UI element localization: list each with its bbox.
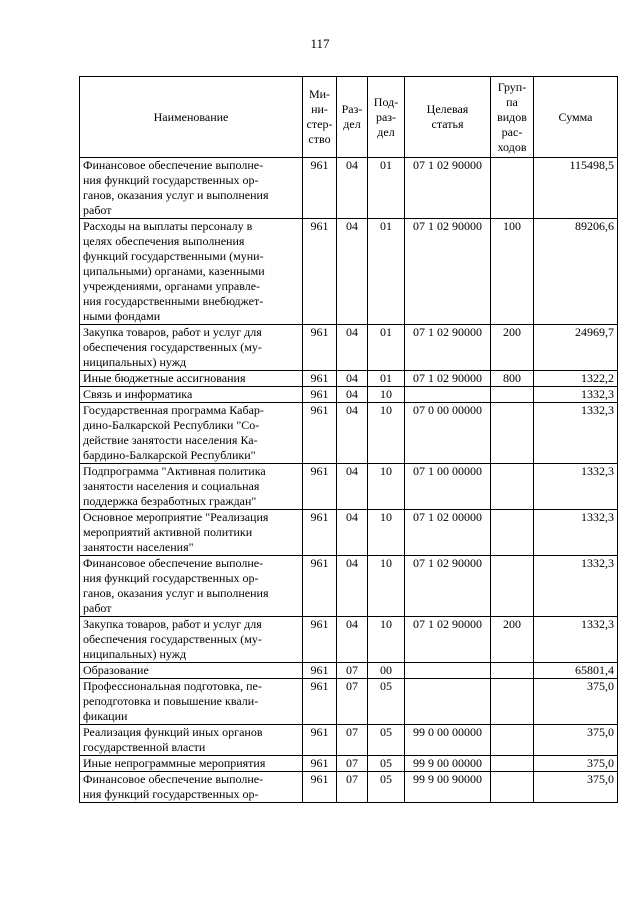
cell-ministry: 961 (303, 371, 337, 387)
cell-name: Государственная программа Кабар- дино-Балкарской Республики "Со- действие занятости населения Ка- бардино-Балкарской Республики" (80, 403, 303, 464)
cell-sum: 1322,2 (534, 371, 618, 387)
page-number: 117 (310, 36, 330, 51)
cell-name: Иные непрограммные мероприятия (80, 756, 303, 772)
cell-name: Связь и информатика (80, 387, 303, 403)
table-row (80, 725, 618, 756)
cell-ministry: 961 (303, 772, 337, 803)
table-row (80, 679, 618, 725)
cell-group (491, 772, 534, 803)
cell-subsection: 10 (368, 464, 405, 510)
cell-name: Основное мероприятие "Реализация мероприятий активной политики занятости населения" (80, 510, 303, 556)
cell-group (491, 556, 534, 617)
cell-ministry: 961 (303, 158, 337, 219)
cell-sum: 1332,3 (534, 387, 618, 403)
cell-section: 04 (337, 371, 368, 387)
cell-section: 04 (337, 403, 368, 464)
cell-group (491, 464, 534, 510)
cell-sum: 375,0 (534, 725, 618, 756)
cell-name: Профессиональная подготовка, пе- реподготовка и повышение квали- фикации (80, 679, 303, 725)
cell-sum: 375,0 (534, 756, 618, 772)
cell-group: 200 (491, 617, 534, 663)
cell-subsection: 00 (368, 663, 405, 679)
table-row (80, 464, 618, 510)
table-row (80, 325, 618, 371)
cell-name: Финансовое обеспечение выполне- ния функций государственных ор- ганов, оказания услуг и выполнения работ (80, 158, 303, 219)
table-header-row (80, 77, 618, 158)
cell-group: 100 (491, 219, 534, 325)
cell-target: 99 9 00 00000 (405, 756, 491, 772)
table-row (80, 756, 618, 772)
cell-name: Финансовое обеспечение выполне- ния функций государственных ор- ганов, оказания услуг и выполнения работ (80, 556, 303, 617)
cell-section: 07 (337, 679, 368, 725)
cell-group (491, 663, 534, 679)
cell-group (491, 403, 534, 464)
cell-sum: 1332,3 (534, 510, 618, 556)
cell-name: Иные бюджетные ассигнования (80, 371, 303, 387)
cell-target: 07 0 00 00000 (405, 403, 491, 464)
cell-section: 04 (337, 387, 368, 403)
cell-section: 04 (337, 464, 368, 510)
cell-ministry: 961 (303, 219, 337, 325)
cell-subsection: 10 (368, 403, 405, 464)
cell-group (491, 387, 534, 403)
cell-section: 07 (337, 725, 368, 756)
header-target: Целевая статья (405, 77, 491, 158)
cell-ministry: 961 (303, 464, 337, 510)
table-row (80, 403, 618, 464)
table-row (80, 663, 618, 679)
header-ministry: Ми- ни- стер- ство (303, 77, 337, 158)
cell-subsection: 10 (368, 556, 405, 617)
cell-name: Закупка товаров, работ и услуг для обеспечения государственных (му- ниципальных) нужд (80, 617, 303, 663)
table-body (80, 158, 618, 803)
cell-target (405, 679, 491, 725)
cell-target: 07 1 02 90000 (405, 158, 491, 219)
cell-group: 200 (491, 325, 534, 371)
cell-sum: 1332,3 (534, 556, 618, 617)
cell-target: 07 1 02 90000 (405, 219, 491, 325)
cell-target: 07 1 02 90000 (405, 617, 491, 663)
cell-name: Подпрограмма "Активная политика занятости населения и социальная поддержка безработных граждан" (80, 464, 303, 510)
cell-sum: 24969,7 (534, 325, 618, 371)
cell-subsection: 01 (368, 325, 405, 371)
header-section: Раз- дел (337, 77, 368, 158)
cell-ministry: 961 (303, 387, 337, 403)
table-row (80, 556, 618, 617)
cell-sum: 1332,3 (534, 403, 618, 464)
cell-group (491, 756, 534, 772)
cell-subsection: 05 (368, 772, 405, 803)
cell-target (405, 387, 491, 403)
cell-target: 99 0 00 00000 (405, 725, 491, 756)
cell-target (405, 663, 491, 679)
cell-subsection: 10 (368, 510, 405, 556)
budget-table (79, 76, 618, 803)
cell-ministry: 961 (303, 510, 337, 556)
cell-target: 07 1 00 00000 (405, 464, 491, 510)
cell-sum: 115498,5 (534, 158, 618, 219)
cell-group (491, 510, 534, 556)
cell-subsection: 05 (368, 756, 405, 772)
cell-name: Расходы на выплаты персоналу в целях обеспечения выполнения функций государственными (муни- ципальными) органами, казенными учреждениями, органами управле- ния государственными внебюджет- ными фондами (80, 219, 303, 325)
cell-name: Реализация функций иных органов государственной власти (80, 725, 303, 756)
cell-ministry: 961 (303, 679, 337, 725)
cell-section: 04 (337, 617, 368, 663)
table-row (80, 387, 618, 403)
cell-subsection: 05 (368, 725, 405, 756)
cell-group: 800 (491, 371, 534, 387)
cell-section: 04 (337, 510, 368, 556)
cell-ministry: 961 (303, 325, 337, 371)
cell-sum: 1332,3 (534, 617, 618, 663)
cell-sum: 375,0 (534, 772, 618, 803)
cell-name: Финансовое обеспечение выполне- ния функций государственных ор- (80, 772, 303, 803)
cell-group (491, 725, 534, 756)
cell-target: 07 1 02 90000 (405, 325, 491, 371)
table-row (80, 617, 618, 663)
table-row (80, 510, 618, 556)
cell-section: 04 (337, 219, 368, 325)
table-row (80, 158, 618, 219)
cell-subsection: 10 (368, 387, 405, 403)
cell-sum: 375,0 (534, 679, 618, 725)
cell-section: 04 (337, 325, 368, 371)
cell-sum: 89206,6 (534, 219, 618, 325)
cell-section: 07 (337, 756, 368, 772)
cell-section: 04 (337, 158, 368, 219)
cell-target: 99 9 00 90000 (405, 772, 491, 803)
header-name: Наименование (80, 77, 303, 158)
cell-subsection: 10 (368, 617, 405, 663)
cell-subsection: 01 (368, 219, 405, 325)
cell-subsection: 01 (368, 371, 405, 387)
header-subsection: Под- раз- дел (368, 77, 405, 158)
cell-ministry: 961 (303, 403, 337, 464)
cell-ministry: 961 (303, 725, 337, 756)
cell-ministry: 961 (303, 617, 337, 663)
cell-target: 07 1 02 90000 (405, 556, 491, 617)
cell-sum: 1332,3 (534, 464, 618, 510)
table-row (80, 772, 618, 803)
cell-target: 07 1 02 00000 (405, 510, 491, 556)
cell-subsection: 05 (368, 679, 405, 725)
cell-ministry: 961 (303, 556, 337, 617)
cell-name: Образование (80, 663, 303, 679)
table-row (80, 371, 618, 387)
cell-name: Закупка товаров, работ и услуг для обеспечения государственных (му- ниципальных) нужд (80, 325, 303, 371)
cell-subsection: 01 (368, 158, 405, 219)
cell-section: 07 (337, 772, 368, 803)
table-row (80, 219, 618, 325)
cell-group (491, 158, 534, 219)
cell-target: 07 1 02 90000 (405, 371, 491, 387)
cell-ministry: 961 (303, 663, 337, 679)
cell-ministry: 961 (303, 756, 337, 772)
cell-group (491, 679, 534, 725)
header-group: Груп- па видов рас- ходов (491, 77, 534, 158)
header-sum: Сумма (534, 77, 618, 158)
cell-section: 04 (337, 556, 368, 617)
cell-sum: 65801,4 (534, 663, 618, 679)
cell-section: 07 (337, 663, 368, 679)
